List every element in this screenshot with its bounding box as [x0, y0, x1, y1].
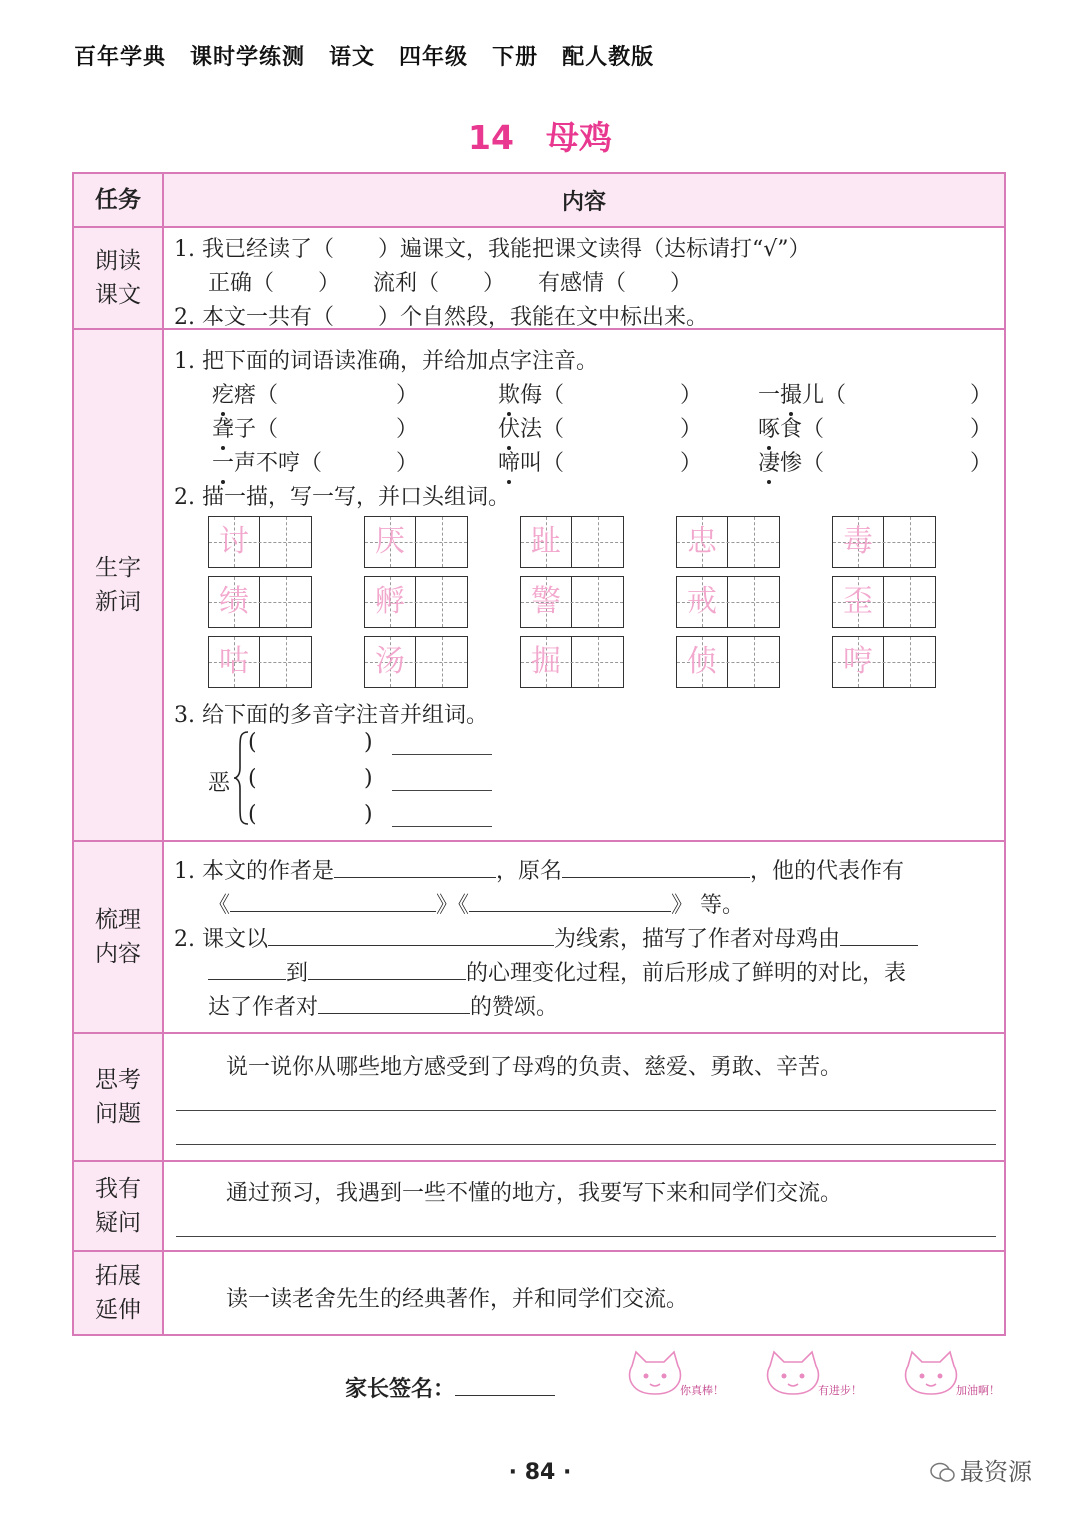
ask-prompt: 通过预习，我遇到一些不懂的地方，我要写下来和同学们交流。: [226, 1181, 843, 1206]
pinyin-item: 聋子（: [212, 417, 279, 442]
poly-close-paren: ): [364, 730, 373, 755]
tracing-box[interactable]: [676, 516, 780, 568]
trace-char: 趾: [531, 524, 561, 559]
sort-line-1: 1. 本文的作者是 ，原名 ，他的代表作有: [174, 854, 904, 885]
row-words: [74, 328, 1004, 840]
read-line-1: 1. 我已经读了（ ）遍课文，我能把课文读得（达标请打“√”）: [174, 237, 811, 262]
wechat-icon: [930, 1461, 956, 1483]
header-item: 四年级: [399, 45, 469, 70]
tracing-box[interactable]: [364, 636, 468, 688]
read-line-2: 正确（ ） 流利（ ） 有感情（ ）: [208, 271, 693, 296]
trace-char: 汤: [375, 644, 405, 679]
poly-close-paren: ): [364, 766, 373, 791]
header-item: 语文: [329, 45, 376, 70]
lesson-title: [0, 112, 1080, 159]
pinyin-item: 啄食（: [758, 417, 825, 442]
pinyin-item: 欺侮（: [498, 383, 565, 408]
tracing-box[interactable]: [364, 576, 468, 628]
cat-sticker: [758, 1348, 862, 1404]
header-task: 任务: [74, 174, 164, 226]
answer-line[interactable]: [176, 1110, 996, 1111]
trace-char: 歪: [843, 584, 873, 619]
pinyin-answer-close: ）: [970, 451, 993, 476]
trace-char: 警: [531, 584, 561, 619]
tracing-box[interactable]: [832, 516, 936, 568]
trace-char: 孵: [375, 584, 405, 619]
tracing-box[interactable]: [676, 636, 780, 688]
words-q3: 3. 给下面的多音字注音并组词。: [174, 703, 488, 728]
poly-open-paren: (: [248, 802, 257, 827]
pinyin-item: 一声不哼（: [212, 451, 323, 476]
row-label-think: 思考 问题: [74, 1034, 164, 1160]
sort-line-3: 2. 课文以 为线索，描写了作者对母鸡由: [174, 922, 918, 953]
trace-char: 掘: [531, 644, 561, 679]
row-label-ask: 我有 疑问: [74, 1162, 164, 1250]
watermark: 最资源: [930, 1452, 1032, 1487]
pinyin-answer-close: ）: [396, 383, 419, 408]
tracing-box[interactable]: [208, 516, 312, 568]
trace-char: 侦: [687, 644, 717, 679]
tracing-box[interactable]: [676, 576, 780, 628]
poly-close-paren: ): [364, 802, 373, 827]
row-extend: [74, 1250, 1004, 1334]
parent-signature: 家长签名：: [345, 1372, 555, 1403]
signature-line[interactable]: [455, 1373, 555, 1396]
pinyin-answer-close: ）: [970, 383, 993, 408]
row-label-extend: 拓展 延伸: [74, 1252, 164, 1334]
row-ask: [74, 1160, 1004, 1250]
pinyin-answer-close: ）: [680, 417, 703, 442]
trace-char: 忠: [687, 524, 717, 559]
pinyin-item: 伏法（: [498, 417, 565, 442]
header-item: 课时学练测: [190, 45, 306, 70]
sticker-label: 加油啊！: [956, 1384, 1000, 1397]
pinyin-answer-close: ）: [970, 417, 993, 442]
row-think: [74, 1032, 1004, 1160]
pinyin-item: 啼叫（: [498, 451, 565, 476]
tracing-box[interactable]: [832, 576, 936, 628]
tracing-box[interactable]: [832, 636, 936, 688]
cat-sticker: [896, 1348, 1000, 1404]
header-item: 配人教版: [562, 45, 655, 70]
lesson-name: 母鸡: [545, 118, 612, 157]
book-header: [74, 40, 678, 71]
trace-char: 讨: [219, 524, 249, 559]
header-item: 下册: [492, 45, 539, 70]
trace-char: 毒: [843, 524, 873, 559]
pinyin-item: 一撮儿（: [758, 383, 847, 408]
tracing-box[interactable]: [364, 516, 468, 568]
tracing-box[interactable]: [208, 636, 312, 688]
word-answer-line[interactable]: [392, 790, 492, 791]
trace-char: 戒: [687, 584, 717, 619]
lesson-number: 14: [468, 118, 514, 157]
header-item: 百年学典: [74, 45, 167, 70]
pinyin-item: 疙瘩（: [212, 383, 279, 408]
trace-char: 绩: [219, 584, 249, 619]
sort-line-4: 到 的心理变化过程，前后形成了鲜明的对比，表: [208, 956, 906, 987]
think-prompt: 说一说你从哪些地方感受到了母鸡的负责、慈爱、勇敢、辛苦。: [226, 1055, 843, 1080]
table-header-row: [74, 174, 1004, 226]
word-answer-line[interactable]: [392, 826, 492, 827]
header-content: 内容: [561, 189, 606, 215]
sticker-label: 有进步！: [818, 1384, 862, 1397]
poly-open-paren: (: [248, 730, 257, 755]
pinyin-answer-close: ）: [680, 383, 703, 408]
extend-prompt: 读一读老舍先生的经典著作，并和同学们交流。: [226, 1287, 689, 1312]
row-sort: [74, 840, 1004, 1032]
tracing-box[interactable]: [520, 576, 624, 628]
worksheet-table: [72, 172, 1006, 1336]
page-number: · 84 ·: [508, 1460, 572, 1485]
words-q2: 2. 描一描，写一写，并口头组词。: [174, 485, 510, 510]
trace-char: 哼: [843, 644, 873, 679]
word-answer-line[interactable]: [392, 754, 492, 755]
tracing-box[interactable]: [520, 636, 624, 688]
polyphone-char: 恶: [208, 771, 231, 796]
sort-line-2: 《 》《 》 等。: [208, 888, 744, 919]
sticker-label: 你真棒！: [680, 1384, 724, 1397]
trace-char: 厌: [375, 524, 405, 559]
answer-line[interactable]: [176, 1144, 996, 1145]
words-q1: 1. 把下面的词语读准确，并给加点字注音。: [174, 349, 598, 374]
sort-line-5: 达了作者对 的赞颂。: [208, 990, 558, 1021]
tracing-box[interactable]: [208, 576, 312, 628]
row-read: [74, 226, 1004, 328]
pinyin-answer-close: ）: [396, 417, 419, 442]
pinyin-answer-close: ）: [680, 451, 703, 476]
poly-open-paren: (: [248, 766, 257, 791]
pinyin-answer-close: ）: [396, 451, 419, 476]
cat-sticker: [620, 1348, 724, 1404]
tracing-box[interactable]: [520, 516, 624, 568]
pinyin-item: 凄惨（: [758, 451, 825, 476]
answer-line[interactable]: [176, 1236, 996, 1237]
row-label-words: 生字 新词: [74, 330, 164, 840]
trace-char: 咕: [219, 644, 249, 679]
row-label-sort: 梳理 内容: [74, 842, 164, 1032]
read-line-3: 2. 本文一共有（ ）个自然段，我能在文中标出来。: [174, 305, 708, 330]
row-label-read: 朗读 课文: [74, 228, 164, 328]
